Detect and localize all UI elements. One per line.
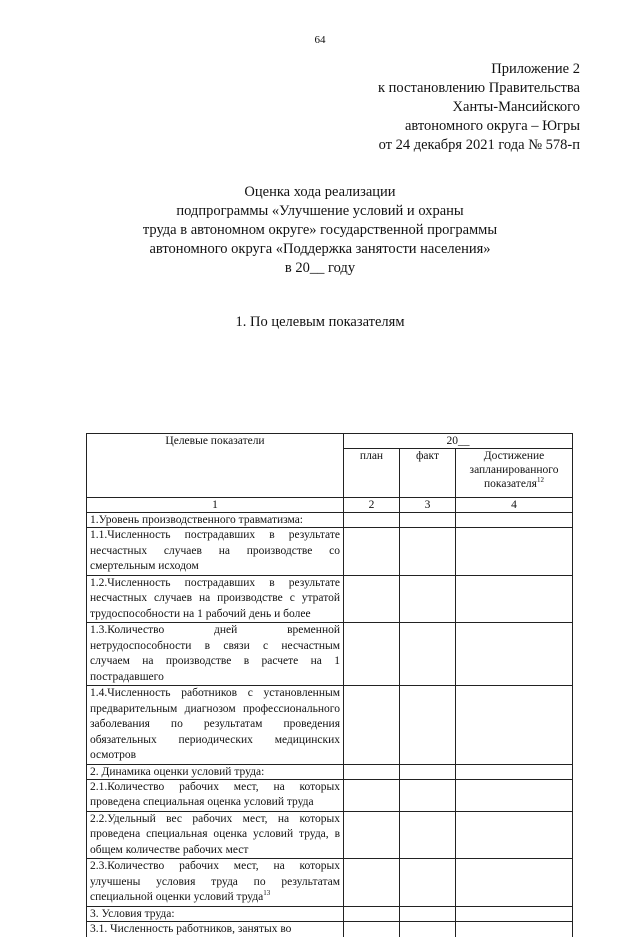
indicator-text: 2.3.Количество рабочих мест, на которых улучшены условия труда по результатам специальной оценки условий труда xyxy=(90,860,340,903)
plan-cell[interactable] xyxy=(344,686,400,765)
indicator-text: 1.4.Численность работников с установленным предварительным диагнозом профессионального заболевания по результатам проведения обязательных периодических медицинских осмотров xyxy=(90,687,340,761)
title-line: труда в автономном округе» государственной программы xyxy=(142,222,498,238)
achievement-cell[interactable] xyxy=(456,575,573,623)
achievement-cell[interactable] xyxy=(456,528,573,576)
indicator-text: 2. Динамика оценки условий труда: xyxy=(90,765,265,778)
plan-cell[interactable] xyxy=(344,921,400,937)
plan-cell[interactable] xyxy=(344,859,400,907)
indicator-label xyxy=(87,811,344,859)
page-number: 64 xyxy=(314,34,326,46)
indicator-text: 1.Уровень производственного травматизма: xyxy=(90,514,303,526)
achievement-cell[interactable] xyxy=(456,764,573,779)
fact-cell[interactable] xyxy=(400,575,456,623)
fact-cell[interactable] xyxy=(400,528,456,576)
header-achievement-text: Достижение запланированного показателя xyxy=(469,450,559,490)
achievement-cell[interactable] xyxy=(456,779,573,811)
header-fact: факт xyxy=(400,449,456,498)
table-row xyxy=(87,906,573,921)
table-row xyxy=(87,528,573,576)
table-row xyxy=(87,575,573,623)
column-number: 3 xyxy=(400,498,456,513)
title-line: автономного округа «Поддержка занятости населения» xyxy=(149,241,491,257)
column-number: 1 xyxy=(87,498,344,513)
fact-cell[interactable] xyxy=(400,764,456,779)
plan-cell[interactable] xyxy=(344,513,400,528)
indicator-text: 2.2.Удельный вес рабочих мест, на которых проведена специальная оценка условий труда, в общем количестве рабочих мест xyxy=(90,812,340,856)
achievement-cell[interactable] xyxy=(456,686,573,765)
table-row xyxy=(87,859,573,907)
plan-cell[interactable] xyxy=(344,623,400,686)
achievement-cell[interactable] xyxy=(456,623,573,686)
indicator-label xyxy=(87,906,344,921)
achievement-cell[interactable] xyxy=(456,811,573,859)
document-title xyxy=(0,183,640,278)
fact-cell[interactable] xyxy=(400,921,456,937)
indicators-table xyxy=(86,433,573,937)
column-number: 2 xyxy=(344,498,400,513)
appendix-line: от 24 декабря 2021 года № 578-п xyxy=(378,137,580,153)
indicator-label xyxy=(87,779,344,811)
achievement-cell[interactable] xyxy=(456,906,573,921)
column-number-row xyxy=(87,498,573,513)
appendix-line: автономного округа – Югры xyxy=(404,118,580,134)
indicator-label xyxy=(87,764,344,779)
indicator-label xyxy=(87,528,344,576)
header-indicators: Целевые показатели xyxy=(87,434,344,498)
indicator-label xyxy=(87,859,344,907)
indicator-text: 1.2.Численность пострадавших в результате несчастных случаев на производстве с утратой трудоспособности на 1 рабочий день и более xyxy=(90,576,340,620)
indicator-text: 2.1.Количество рабочих мест, на которых проведена специальная оценка условий труда xyxy=(90,780,340,808)
plan-cell[interactable] xyxy=(344,528,400,576)
table-row xyxy=(87,513,573,528)
plan-cell[interactable] xyxy=(344,575,400,623)
header-year: 20__ xyxy=(344,434,573,449)
plan-cell[interactable] xyxy=(344,906,400,921)
fact-cell[interactable] xyxy=(400,623,456,686)
indicator-label xyxy=(87,921,344,937)
appendix-line: Ханты-Мансийского xyxy=(452,99,580,115)
indicator-label xyxy=(87,623,344,686)
indicator-label xyxy=(87,513,344,528)
indicator-text: 3.1. Численность работников, занятых во xyxy=(90,922,292,935)
fact-cell[interactable] xyxy=(400,906,456,921)
title-line: подпрограммы «Улучшение условий и охраны xyxy=(176,203,464,219)
fact-cell[interactable] xyxy=(400,686,456,765)
footnote-ref: 13 xyxy=(263,889,271,898)
footnote-ref: 12 xyxy=(536,476,544,485)
fact-cell[interactable] xyxy=(400,811,456,859)
appendix-block xyxy=(378,60,580,155)
fact-cell[interactable] xyxy=(400,513,456,528)
table-row xyxy=(87,921,573,937)
column-number: 4 xyxy=(456,498,573,513)
indicator-text: 1.1.Численность пострадавших в результате несчастных случаев на производстве со смертельным исходом xyxy=(90,529,340,572)
plan-cell[interactable] xyxy=(344,779,400,811)
table-header-row xyxy=(87,434,573,449)
header-achievement xyxy=(456,449,573,498)
achievement-cell[interactable] xyxy=(456,513,573,528)
title-line: в 20__ году xyxy=(284,260,356,276)
table-row xyxy=(87,686,573,765)
fact-cell[interactable] xyxy=(400,859,456,907)
table-row xyxy=(87,811,573,859)
fact-cell[interactable] xyxy=(400,779,456,811)
indicator-label xyxy=(87,575,344,623)
indicator-text: 1.3.Количество дней временной нетрудоспособности в связи с несчастным случаем на производстве в расчете на 1 пострадавшего xyxy=(90,624,340,683)
header-plan: план xyxy=(344,449,400,498)
indicator-label xyxy=(87,686,344,765)
plan-cell[interactable] xyxy=(344,811,400,859)
section-heading: 1. По целевым показателям xyxy=(235,314,405,330)
achievement-cell[interactable] xyxy=(456,921,573,937)
table-row xyxy=(87,764,573,779)
plan-cell[interactable] xyxy=(344,764,400,779)
title-line: Оценка хода реализации xyxy=(244,184,396,200)
achievement-cell[interactable] xyxy=(456,859,573,907)
indicator-text: 3. Условия труда: xyxy=(90,907,175,920)
table-row xyxy=(87,779,573,811)
appendix-line: Приложение 2 xyxy=(491,61,580,77)
table-row xyxy=(87,623,573,686)
appendix-line: к постановлению Правительства xyxy=(378,80,580,96)
